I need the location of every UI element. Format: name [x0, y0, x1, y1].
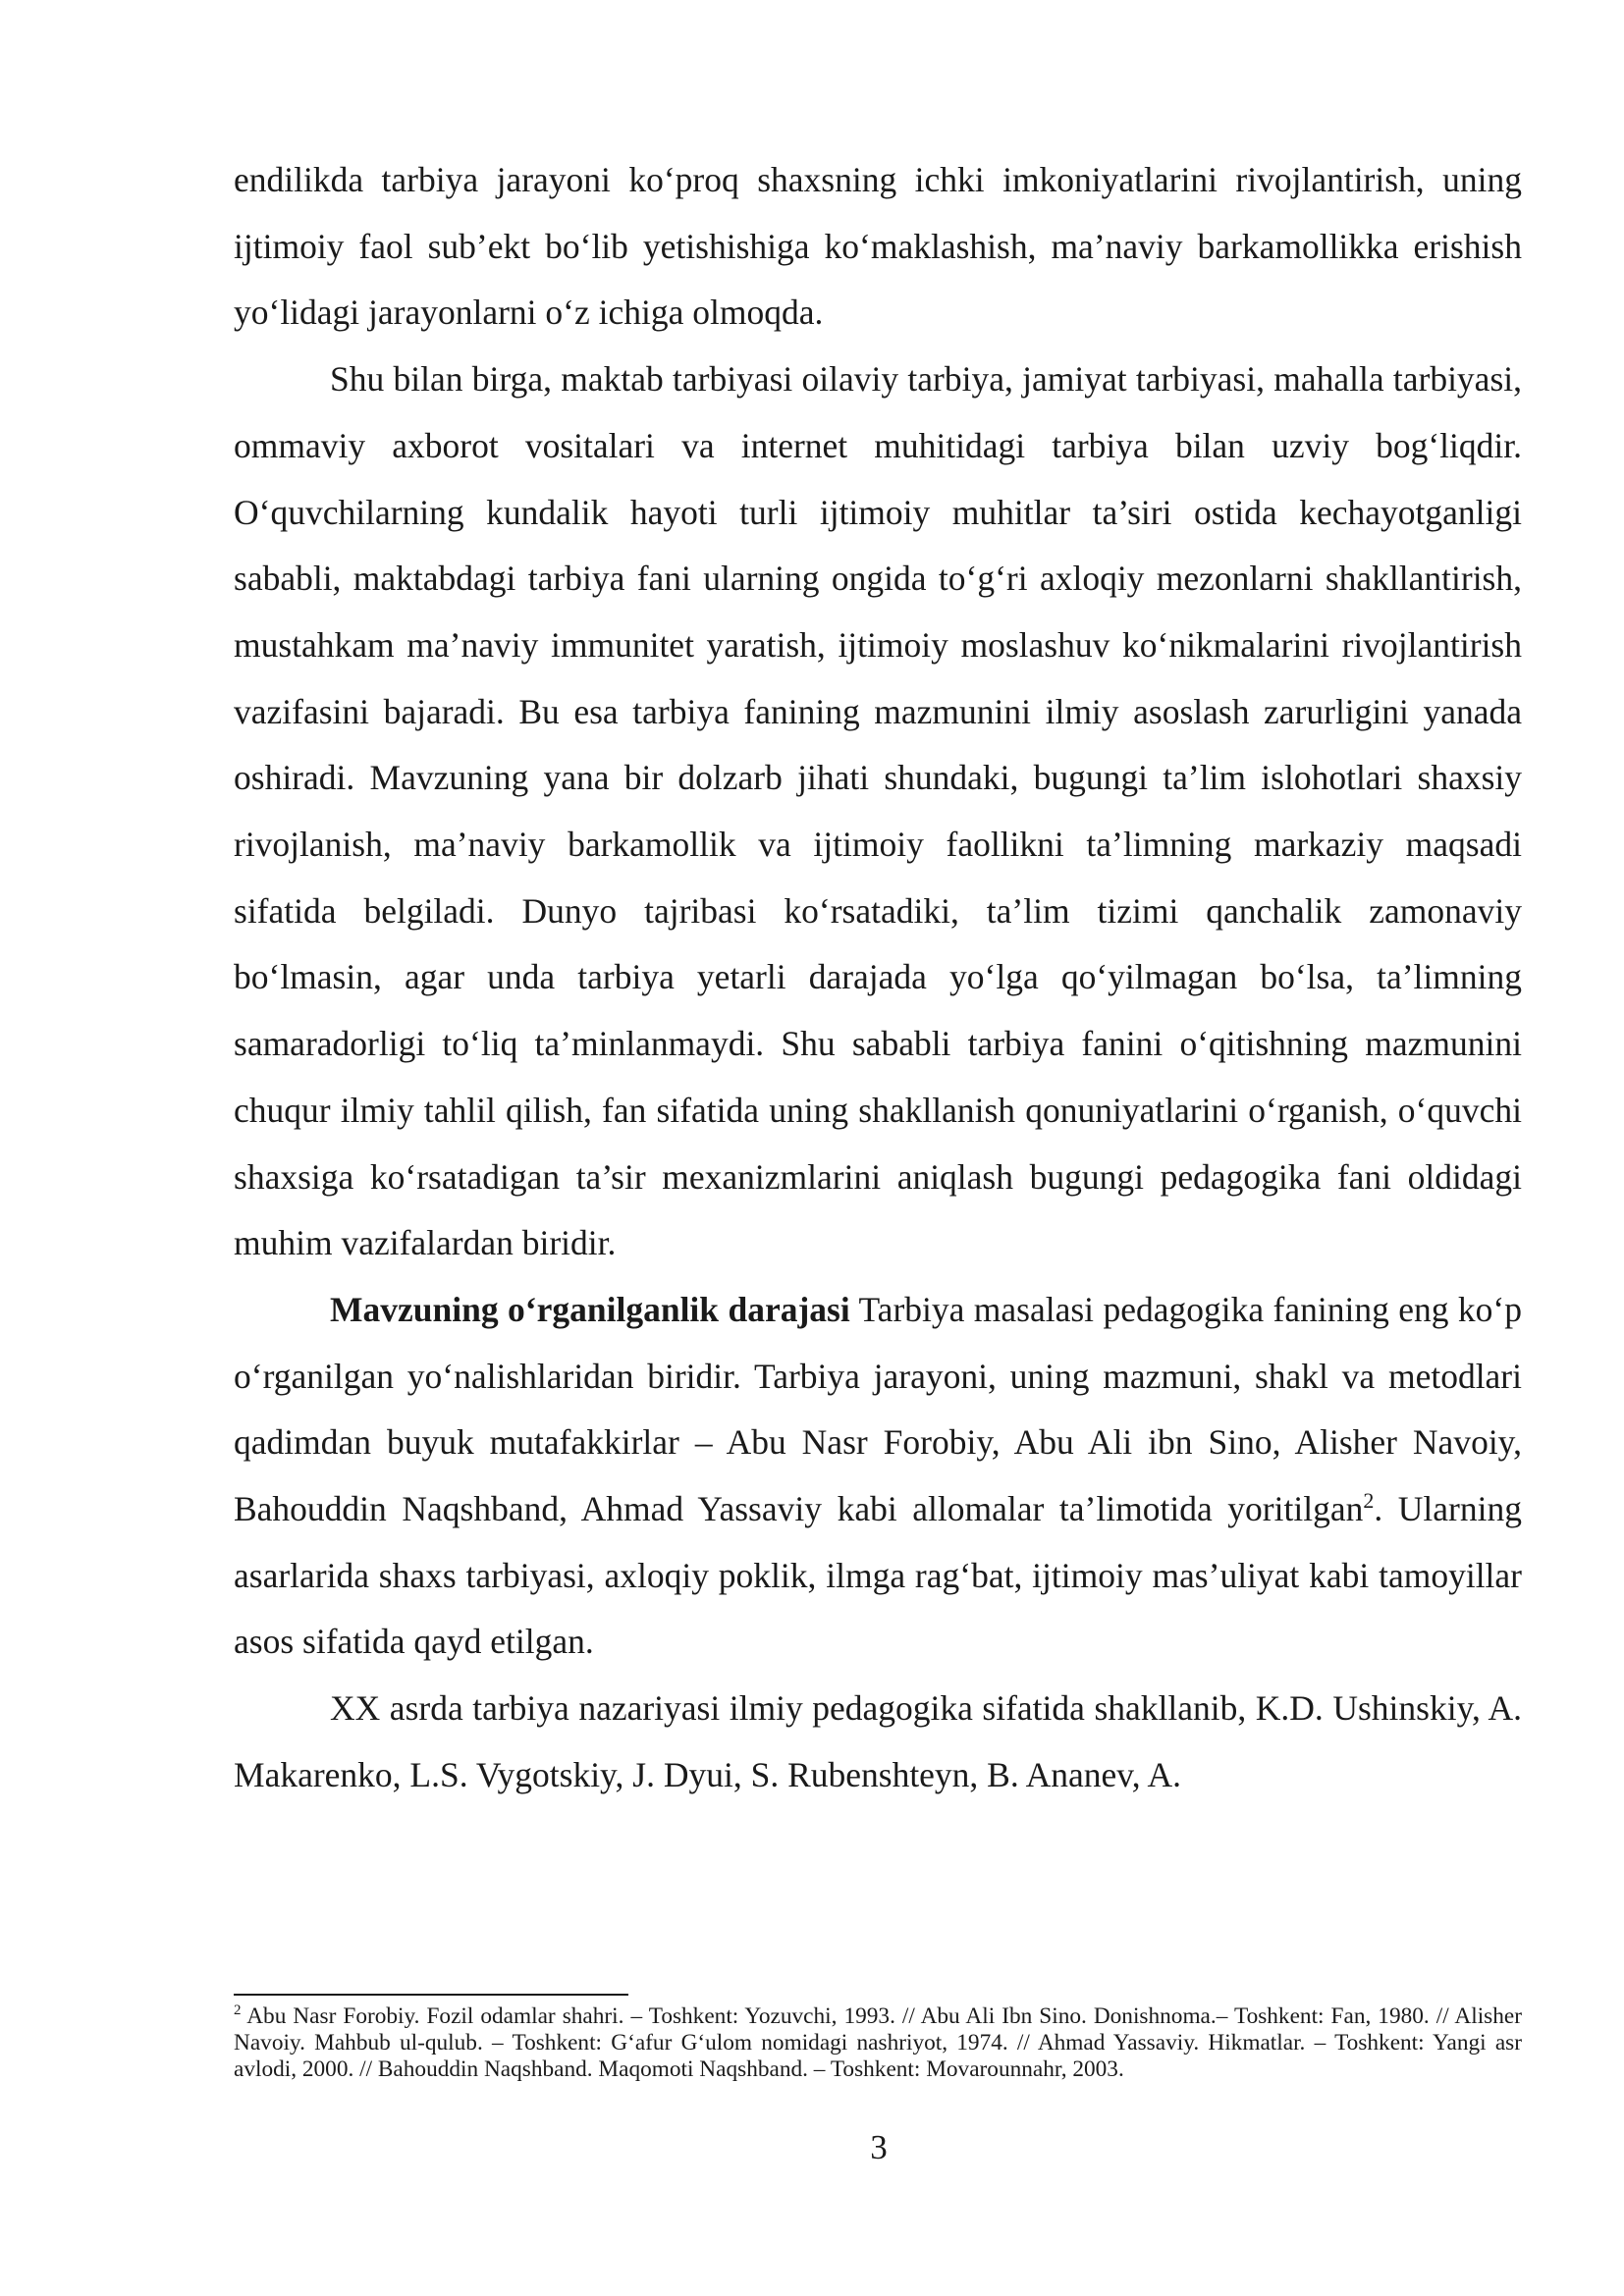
- paragraph-text: Tarbiya masalasi pedagogika fanining eng ko‘p o‘rganilgan yo‘nalishlaridan biridir. Tarbiya jarayoni, uning mazmuni, shakl va metodlari qadimdan buyuk mutafakkirlar – Abu Nasr Forobiy, Abu Ali ibn Sino, Alisher Navoiy, Bahouddin Naqshband, Ahmad Yassaviy kabi allomalar ta’limotida yoritilgan: [234, 1289, 1522, 1529]
- paragraph-study-level: [234, 1277, 1522, 1676]
- paragraph-continuation: endilikda tarbiya jarayoni ko‘proq shaxsning ichki imkoniyatlarini rivojlantirish, uning ijtimoiy faol sub’ekt bo‘lib yetishishiga ko‘maklashish, ma’naviy barkamollikka erishish yo‘lidagi jarayonlarni o‘z ichiga olmoqda.: [234, 160, 1522, 333]
- footnote-number: 2: [234, 2002, 242, 2019]
- paragraph-text: . Ularning asarlarida shaxs tarbiyasi, axloqiy poklik, ilmga rag‘bat, ijtimoiy mas’uliyat kabi tamoyillar asos sifatida qayd etilgan.: [234, 1489, 1522, 1662]
- footnote-text: Abu Nasr Forobiy. Fozil odamlar shahri. – Toshkent: Yozuvchi, 1993. // Abu Ali Ibn Sino. Donishnoma.– Toshkent: Fan, 1980. // Alisher Navoiy. Mahbub ul-qulub. – Toshkent: G‘afur G‘ulom nomidagi nashriyot, 1974. // Ahmad Yassaviy. Hikmatlar. – Toshkent: Yangi asr avlodi, 2000. // Bahouddin Naqshband. Maqomoti Naqshband. – Toshkent: Movarounnahr, 2003.: [234, 2003, 1522, 2082]
- footnote-reference[interactable]: 2: [1363, 1488, 1375, 1514]
- footnote-separator: [234, 1994, 628, 1996]
- page-body: [234, 147, 1522, 1809]
- footnote: [234, 2003, 1522, 2083]
- paragraph-twentieth-century: XX asrda tarbiya nazariyasi ilmiy pedagogika sifatida shakllanib, K.D. Ushinskiy, A. Makarenko, L.S. Vygotskiy, J. Dyui, S. Rubenshteyn, B. Ananev, A.: [234, 1688, 1522, 1794]
- section-heading-inline: Mavzuning o‘rganilganlik darajasi: [330, 1289, 850, 1329]
- paragraph-school-upbringing: Shu bilan birga, maktab tarbiyasi oilaviy tarbiya, jamiyat tarbiyasi, mahalla tarbiyasi, ommaviy axborot vositalari va internet muhitidagi tarbiya bilan uzviy bog‘liqdir. O‘quvchilarning kundalik hayoti turli ijtimoiy muhitlar ta’siri ostida kechayotganligi sababli, maktabdagi tarbiya fani ularning ongida to‘g‘ri axloqiy mezonlarni shakllantirish, mustahkam ma’naviy immunitet yaratish, ijtimoiy moslashuv ko‘nikmalarini rivojlantirish vazifasini bajaradi. Bu esa tarbiya fanining mazmunini ilmiy asoslash zarurligini yanada oshiradi. Mavzuning yana bir dolzarb jihati shundaki, bugungi ta’lim islohotlari shaxsiy rivojlanish, ma’naviy barkamollik va ijtimoiy faollikni ta’limning markaziy maqsadi sifatida belgiladi. Dunyo tajribasi ko‘rsatadiki, ta’lim tizimi qanchalik zamonaviy bo‘lmasin, agar unda tarbiya yetarli darajada yo‘lga qo‘yilmagan bo‘lsa, ta’limning samaradorligi to‘liq ta’minlanmaydi. Shu sababli tarbiya fanini o‘qitishning mazmunini chuqur ilmiy tahlil qilish, fan sifatida uning shakllanish qonuniyatlarini o‘rganish, o‘quvchi shaxsiga ko‘rsatadigan ta’sir mexanizmlarini aniqlash bugungi pedagogika fani oldidagi muhim vazifalardan biridir.: [234, 359, 1522, 1263]
- page-number: 3: [870, 2128, 888, 2166]
